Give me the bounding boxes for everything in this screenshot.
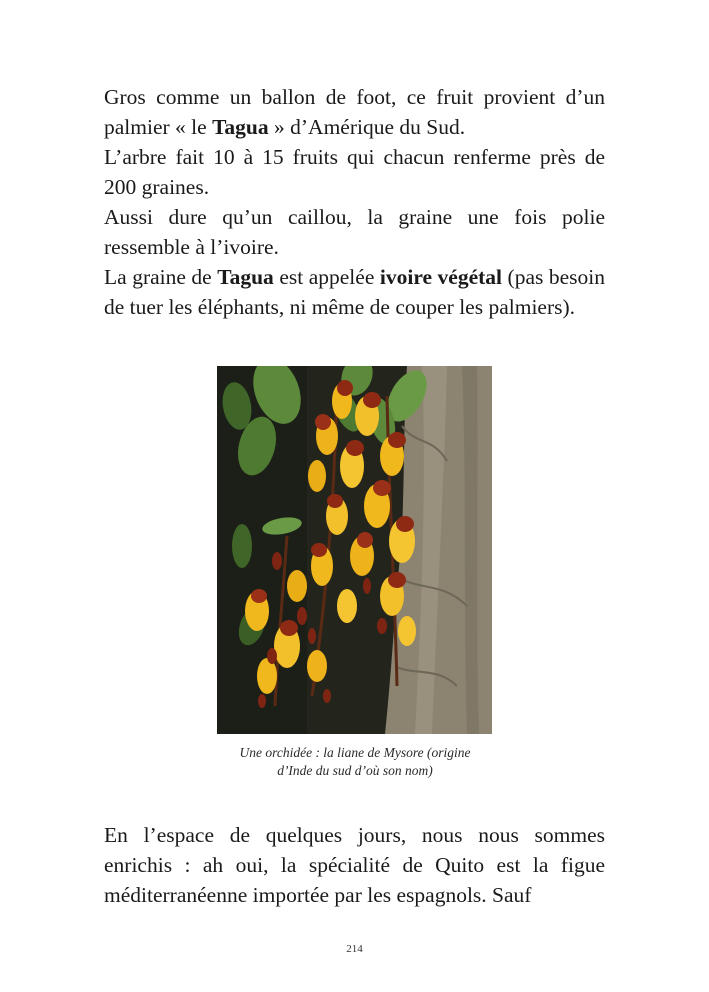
- caption-line-2: d’Inde du sud d’où son nom): [277, 763, 433, 778]
- paragraph-vegetable-ivory: La graine de Tagua est appelée ivoire végétal (pas besoin de tuer les éléphants, ni même de couper les palmiers).: [104, 265, 606, 319]
- mysore-vine-illustration: [217, 366, 492, 734]
- caption-line-1: Une orchidée : la liane de Mysore (origine: [239, 745, 471, 760]
- body-text-top: [104, 82, 605, 322]
- paragraph-tagua-fruit: Gros comme un ballon de foot, ce fruit provient d’un palmier « le Tagua » d’Amérique du Sud.: [104, 85, 605, 139]
- paragraph-seed-hardness: Aussi dure qu’un caillou, la graine une fois polie ressemble à l’ivoire.: [104, 205, 605, 259]
- term-tagua: Tagua: [217, 265, 274, 289]
- paragraph-quito-figs: En l’espace de quelques jours, nous nous sommes enrichis : ah oui, la spécialité de Quito est la figue méditerranéenne importée par les espagnols. Sauf: [104, 823, 605, 907]
- term-ivoire-vegetal: ivoire végétal: [379, 265, 503, 289]
- page-number: 214: [346, 943, 363, 955]
- orchid-photo: [217, 366, 492, 734]
- figure-caption: [200, 744, 510, 780]
- body-text-bottom: [104, 820, 605, 910]
- paragraph-tree-fruits: L’arbre fait 10 à 15 fruits qui chacun renferme près de 200 graines.: [104, 145, 605, 199]
- term-tagua: Tagua: [212, 115, 269, 139]
